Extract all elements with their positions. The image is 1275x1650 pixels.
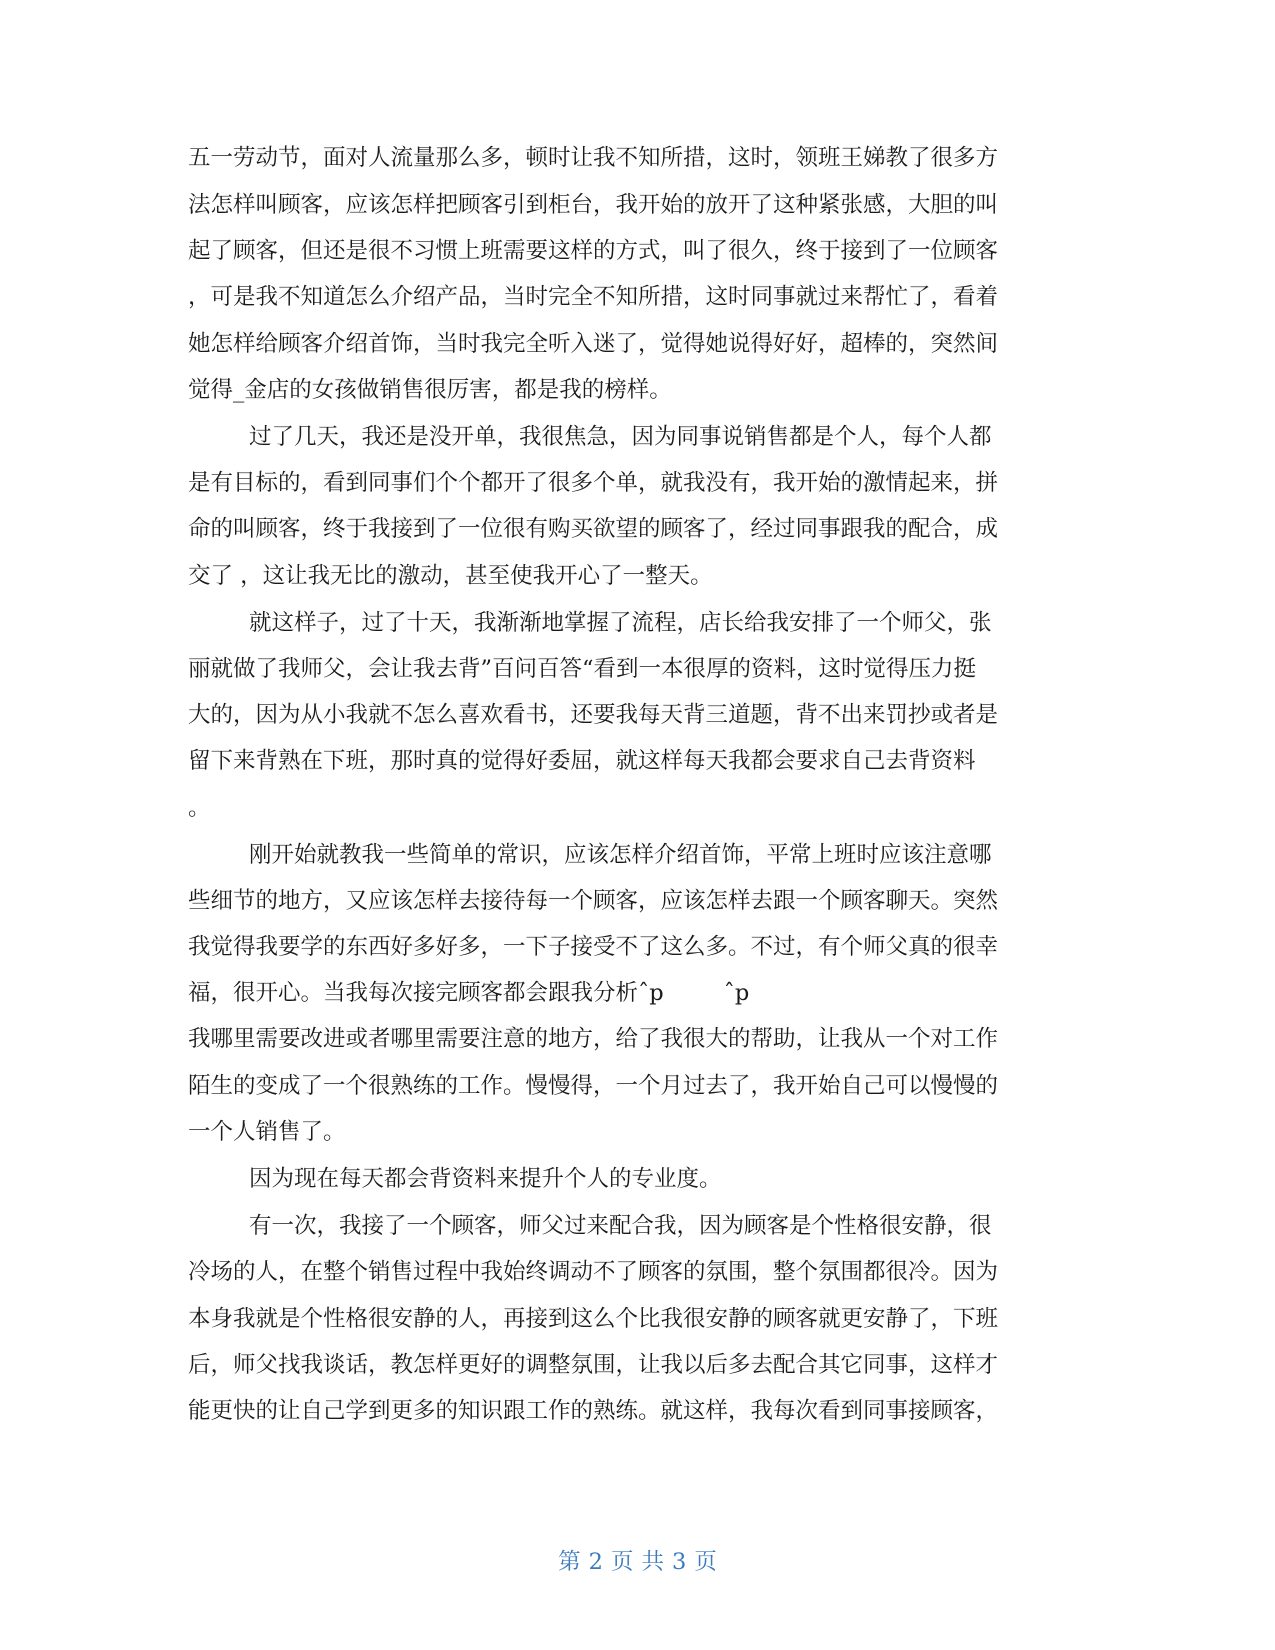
page-footer: [0, 1547, 1275, 1577]
text-line: 本身我就是个性格很安静的人，再接到这么个比我很安静的顾客就更安静了，下班: [188, 1306, 999, 1332]
footer-total-label: 共: [641, 1549, 665, 1575]
paragraph-first-line: 有一次，我接了一个顾客，师父过来配合我，因为顾客是个性格很安静，很: [249, 1213, 992, 1239]
text-line: 起了顾客，但还是很不习惯上班需要这样的方式，叫了很久，终于接到了一位顾客: [188, 238, 999, 264]
text-line: 大的，因为从小我就不怎么喜欢看书，还要我每天背三道题，背不出来罚抄或者是: [188, 702, 999, 728]
text-line: 能更快的让自己学到更多的知识跟工作的熟练。就这样，我每次看到同事接顾客，: [188, 1398, 999, 1424]
text-line: 后，师父找我谈话，教怎样更好的调整氛围，让我以后多去配合其它同事，这样才: [188, 1352, 999, 1378]
text-line: [188, 978, 1088, 1008]
text-line: 冷场的人，在整个销售过程中我始终调动不了顾客的氛围，整个氛围都很冷。因为: [188, 1259, 999, 1285]
footer-middle: 页: [610, 1549, 634, 1575]
text-line: 我哪里需要改进或者哪里需要注意的地方，给了我很大的帮助，让我从一个对工作: [188, 1026, 999, 1052]
footer-page-number: 2: [588, 1549, 603, 1575]
text-line: 丽就做了我师父，会让我去背”百问百答“看到一本很厚的资料，这时觉得压力挺: [188, 656, 977, 682]
text-line: 陌生的变成了一个很熟练的工作。慢慢得，一个月过去了，我开始自己可以慢慢的: [188, 1073, 999, 1099]
text-line: 命的叫顾客，终于我接到了一位很有购买欲望的顾客了，经过同事跟我的配合，成: [188, 516, 999, 542]
text-line: 法怎样叫顾客，应该怎样把顾客引到柜台，我开始的放开了这种紧张感，大胆的叫: [188, 192, 999, 218]
footer-prefix: 第: [558, 1549, 581, 1575]
text-line: 她怎样给顾客介绍首饰，当时我完全听入迷了，觉得她说得好好，超棒的，突然间: [188, 331, 999, 357]
footer-suffix: 页: [694, 1549, 717, 1575]
text-line: 交了 ，这让我无比的激动，甚至使我开心了一整天。: [188, 563, 713, 589]
text-line: 留下来背熟在下班，那时真的觉得好委屈，就这样每天我都会要求自己去背资料: [188, 748, 976, 774]
paragraph-first-line: 就这样子，过了十天，我渐渐地掌握了流程，店长给我安排了一个师父，张: [249, 610, 992, 636]
text-line: 我觉得我要学的东西好多好多，一下子接受不了这么多。不过，有个师父真的很幸: [188, 934, 999, 960]
paragraph-first-line: 刚开始就教我一些简单的常识，应该怎样介绍首饰，平常上班时应该注意哪: [249, 842, 992, 868]
footer-total-pages: 3: [672, 1549, 687, 1575]
text-line: 一个人销售了。: [188, 1119, 346, 1145]
text-line: 些细节的地方，又应该怎样去接待每一个顾客，应该怎样去跟一个顾客聊天。突然: [188, 888, 999, 914]
paragraph-first-line: 因为现在每天都会背资料来提升个人的专业度。: [249, 1166, 722, 1192]
paragraph-first-line: 过了几天，我还是没开单，我很焦急，因为同事说销售都是个人，每个人都: [249, 424, 992, 450]
text-line: ，可是我不知道怎么介绍产品，当时完全不知所措，这时同事就过来帮忙了，看着: [188, 284, 999, 310]
text-segment: 福，很开心。当我每次接完顾客都会跟我分析ˆp: [188, 980, 664, 1006]
text-segment: ˆp: [723, 980, 750, 1006]
text-line: 是有目标的，看到同事们个个都开了很多个单，就我没有，我开始的激情起来，拼: [188, 470, 999, 496]
text-line: 觉得_金店的女孩做销售很厉害，都是我的榜样。: [188, 377, 672, 403]
text-line: 五一劳动节，面对人流量那么多，顿时让我不知所措，这时，领班王娣教了很多方: [188, 145, 999, 171]
text-line: 。: [188, 795, 211, 821]
